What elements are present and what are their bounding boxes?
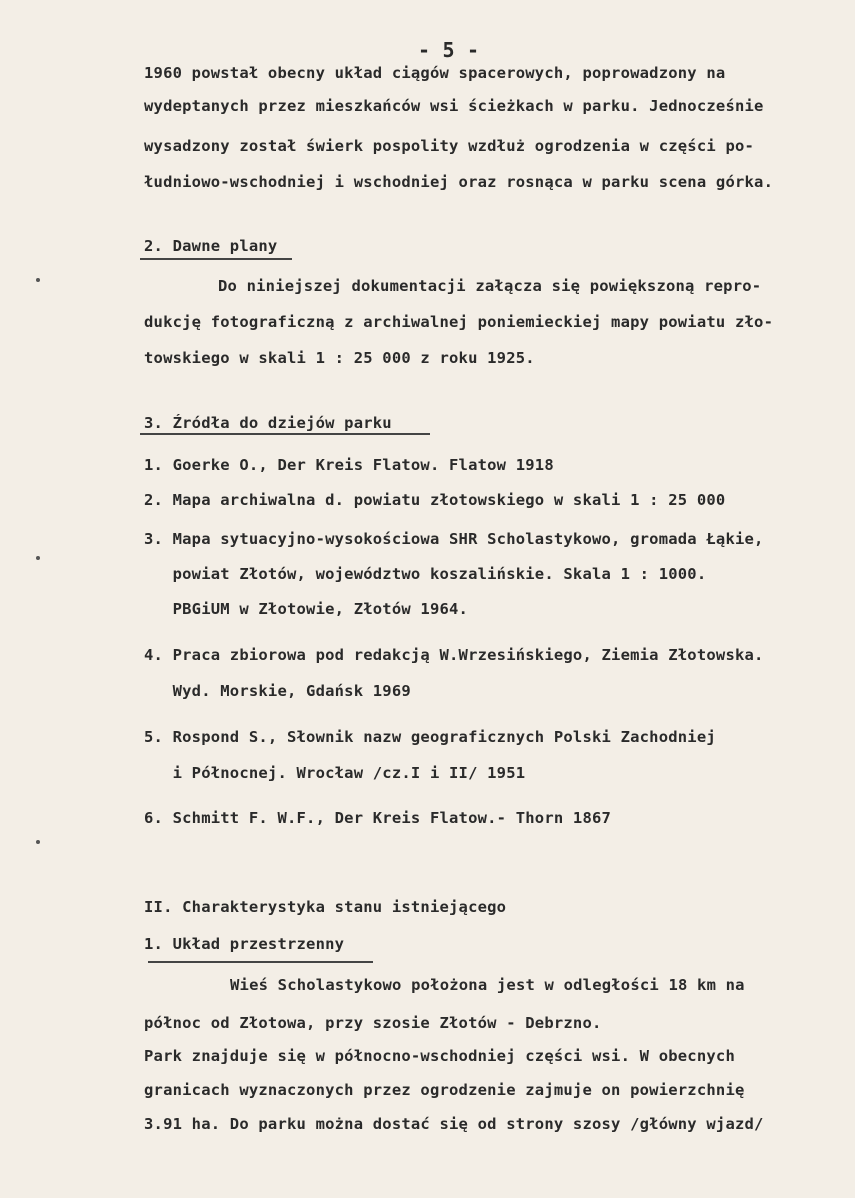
paragraph-line: Wieś Scholastykowo położona jest w odległości 18 km na — [230, 976, 745, 994]
margin-speck — [36, 278, 40, 282]
margin-speck — [36, 840, 40, 844]
bibliography-item: Wyd. Morskie, Gdańsk 1969 — [144, 682, 411, 700]
bibliography-item: 6. Schmitt F. W.F., Der Kreis Flatow.- Thorn 1867 — [144, 809, 612, 827]
paragraph-line: dukcję fotograficzną z archiwalnej poniemieckiej mapy powiatu zło- — [144, 313, 774, 331]
bibliography-item: 3. Mapa sytuacyjno-wysokościowa SHR Scholastykowo, gromada Łąkie, — [144, 530, 764, 548]
section-heading-zrodla: 3. Źródła do dziejów parku — [144, 414, 392, 432]
margin-speck — [36, 556, 40, 560]
bibliography-item: 1. Goerke O., Der Kreis Flatow. Flatow 1918 — [144, 456, 554, 474]
paragraph-line: 1960 powstał obecny układ ciągów spacerowych, poprowadzony na — [144, 64, 726, 82]
bibliography-item: i Północnej. Wrocław /cz.I i II/ 1951 — [144, 764, 526, 782]
heading-underline — [140, 258, 292, 260]
bibliography-item: 5. Rospond S., Słownik nazw geograficznych Polski Zachodniej — [144, 728, 716, 746]
bibliography-item: powiat Złotów, województwo koszalińskie. Skala 1 : 1000. — [144, 565, 707, 583]
subsection-heading-uklad: 1. Układ przestrzenny — [144, 935, 345, 953]
paragraph-line: wydeptanych przez mieszkańców wsi ścieżkach w parku. Jednocześnie — [144, 97, 764, 115]
paragraph-line: towskiego w skali 1 : 25 000 z roku 1925. — [144, 349, 535, 367]
paragraph-line: łudniowo-wschodniej i wschodniej oraz rosnąca w parku scena górka. — [144, 173, 774, 191]
paragraph-line: 3.91 ha. Do parku można dostać się od strony szosy /główny wjazd/ — [144, 1115, 764, 1133]
bibliography-item: PBGiUM w Złotowie, Złotów 1964. — [144, 600, 469, 618]
paragraph-line: granicach wyznaczonych przez ogrodzenie zajmuje on powierzchnię — [144, 1081, 745, 1099]
section-heading-dawne-plany: 2. Dawne plany — [144, 237, 278, 255]
chapter-heading: II. Charakterystyka stanu istniejącego — [144, 898, 507, 916]
paragraph-line: Do niniejszej dokumentacji załącza się powiększoną repro- — [218, 277, 762, 295]
paragraph-line: północ od Złotowa, przy szosie Złotów - Debrzno. — [144, 1014, 602, 1032]
bibliography-item: 4. Praca zbiorowa pod redakcją W.Wrzesińskiego, Ziemia Złotowska. — [144, 646, 764, 664]
paragraph-line: wysadzony został świerk pospolity wzdłuż ogrodzenia w części po- — [144, 137, 755, 155]
heading-underline — [140, 433, 430, 435]
paragraph-line: Park znajduje się w północno-wschodniej części wsi. W obecnych — [144, 1047, 735, 1065]
page-number: - 5 - — [418, 38, 480, 62]
heading-underline — [148, 961, 373, 963]
bibliography-item: 2. Mapa archiwalna d. powiatu złotowskiego w skali 1 : 25 000 — [144, 491, 726, 509]
